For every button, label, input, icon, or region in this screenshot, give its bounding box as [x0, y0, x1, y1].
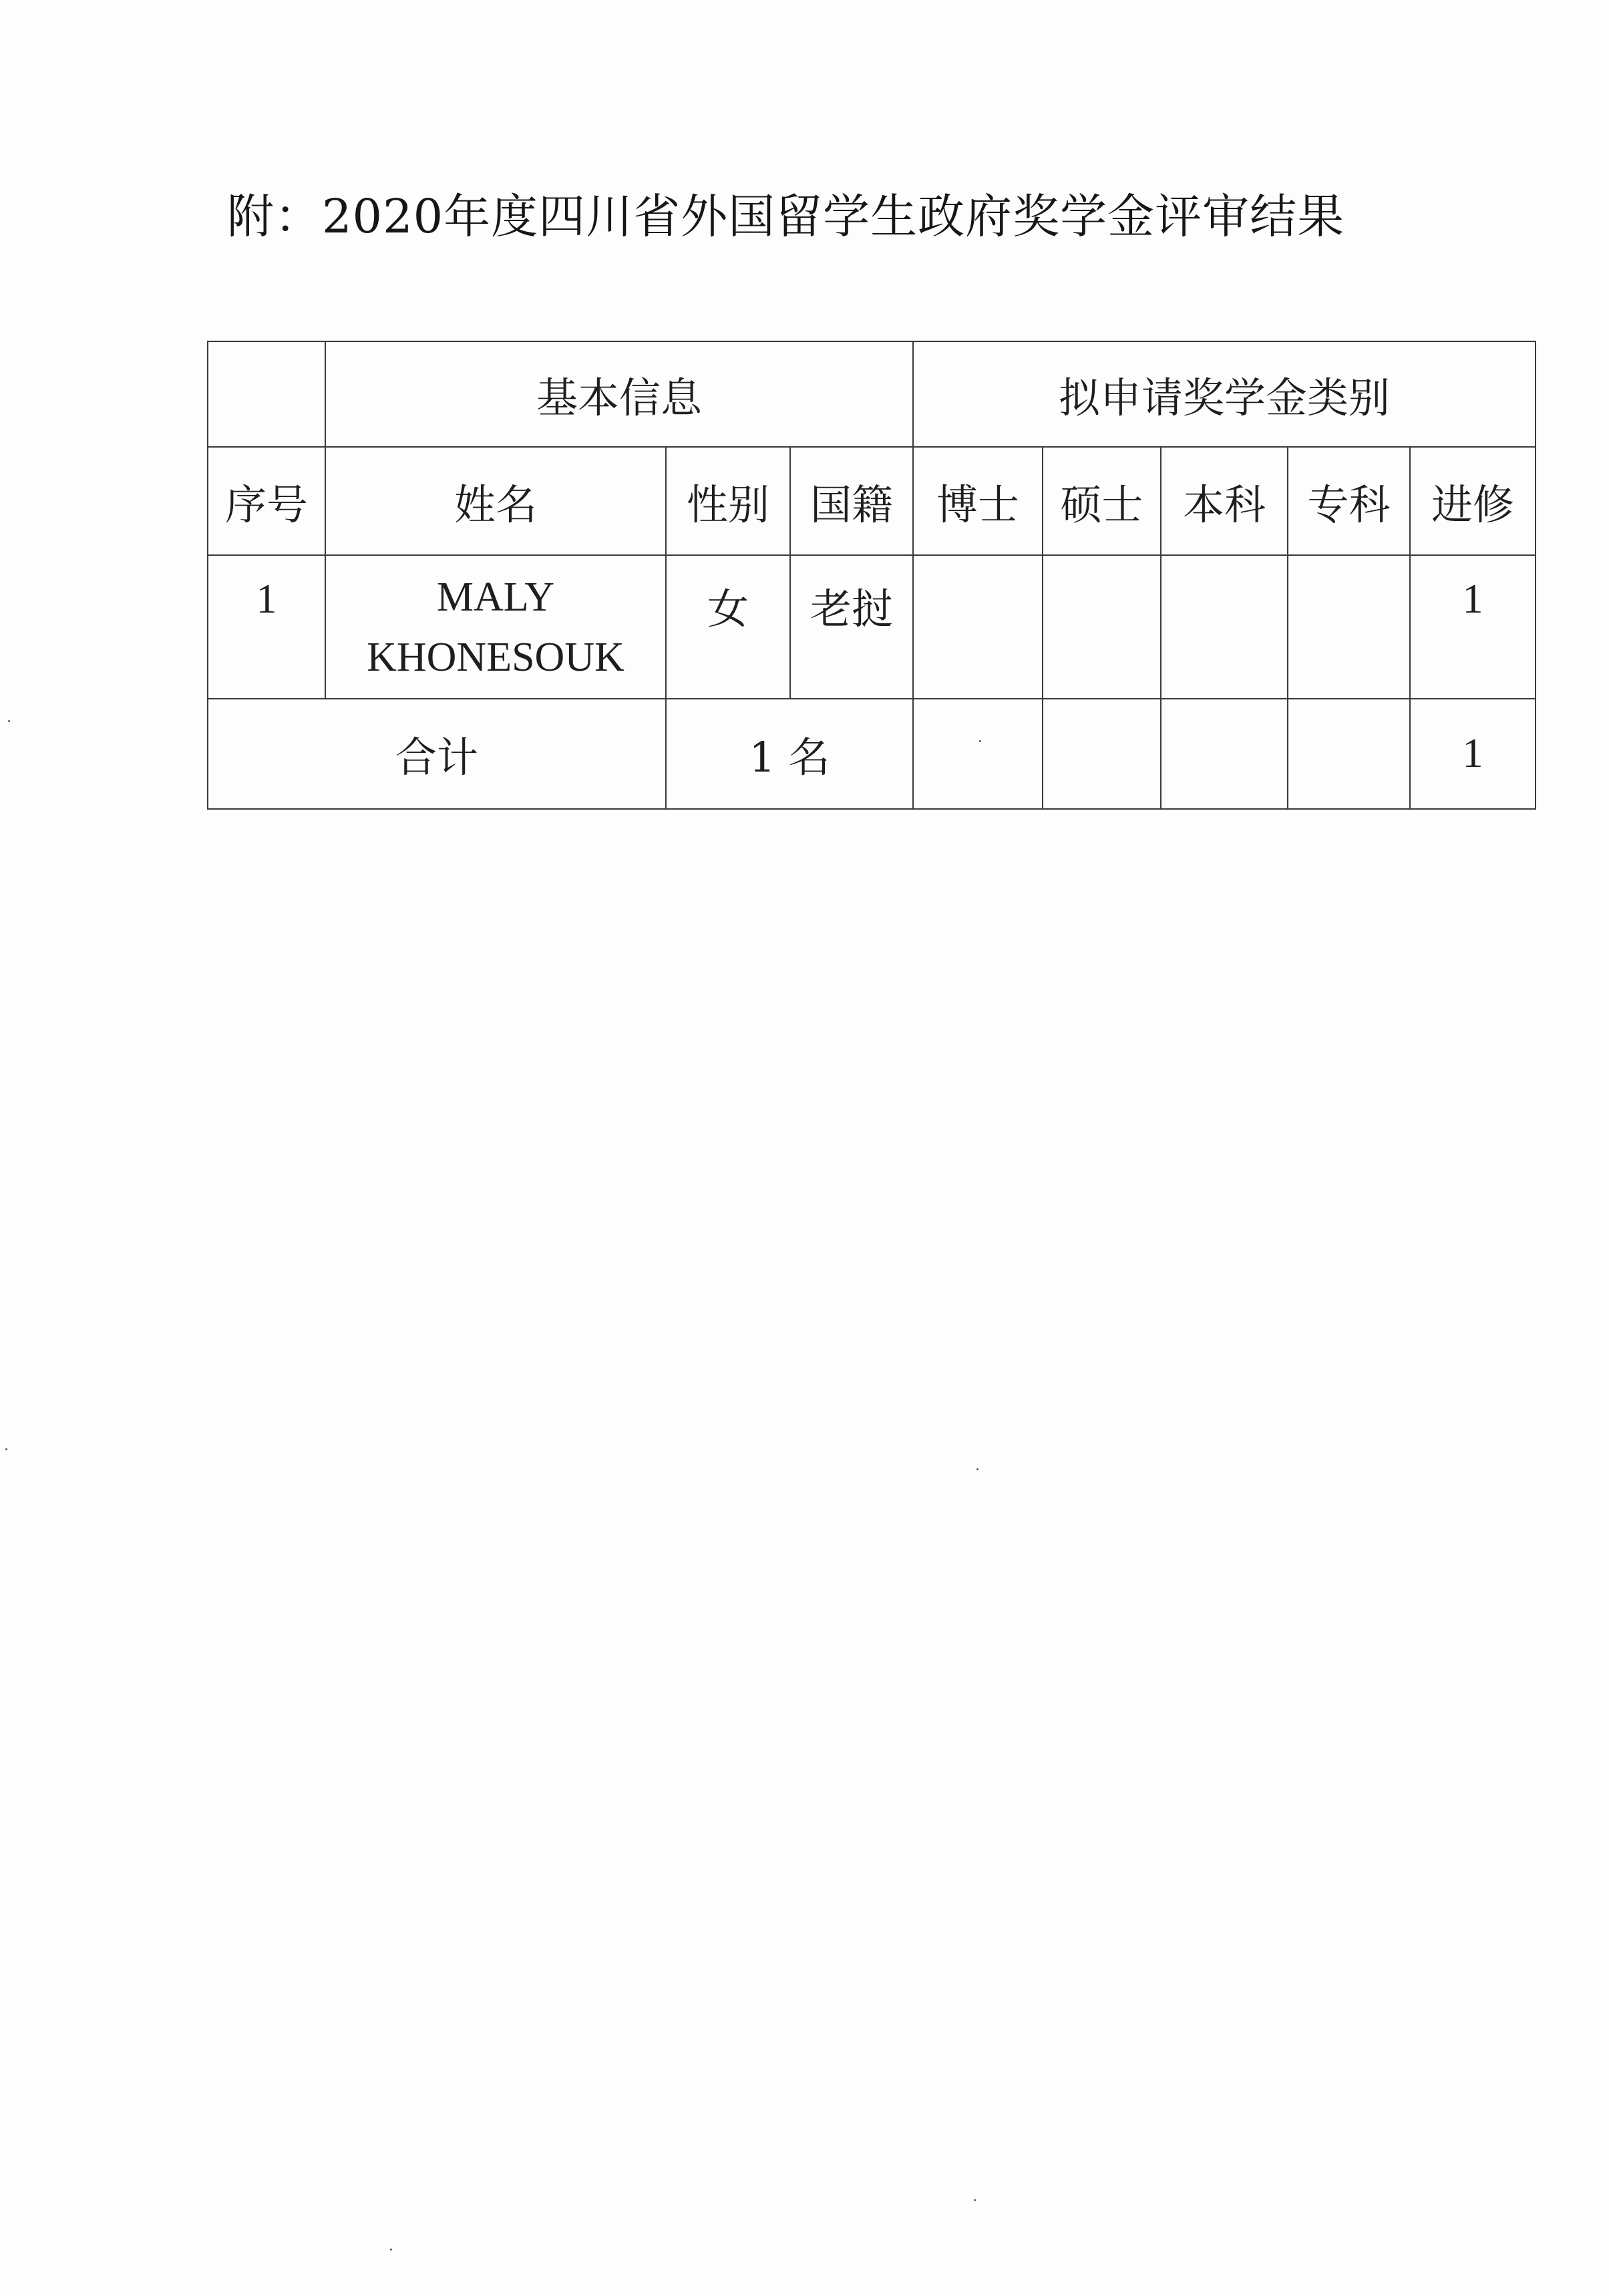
total-count: 1 名 — [666, 699, 913, 809]
scan-speck — [390, 2249, 392, 2251]
cell-junior-college — [1288, 555, 1410, 699]
scholarship-result-table — [207, 341, 1536, 810]
cell-name-line1: MALY — [436, 574, 555, 620]
cell-index: 1 — [208, 555, 325, 699]
total-bachelor — [1161, 699, 1288, 809]
total-doctor — [913, 699, 1043, 809]
column-header-advanced-study: 进修 — [1410, 447, 1536, 555]
empty-corner-cell — [208, 341, 325, 447]
column-header-row — [208, 447, 1536, 555]
cell-name — [325, 555, 666, 699]
scan-speck — [979, 740, 981, 742]
column-header-bachelor: 本科 — [1161, 447, 1288, 555]
group-header-basic-info: 基本信息 — [325, 341, 913, 447]
cell-bachelor — [1161, 555, 1288, 699]
total-junior-college — [1288, 699, 1410, 809]
group-header-row — [208, 341, 1536, 447]
cell-gender: 女 — [666, 555, 790, 699]
cell-name-line2: KHONESOUK — [367, 634, 624, 680]
column-header-doctor: 博士 — [913, 447, 1043, 555]
scan-speck — [974, 2199, 976, 2201]
column-header-junior-college: 专科 — [1288, 447, 1410, 555]
column-header-index: 序号 — [208, 447, 325, 555]
scan-speck — [5, 1448, 7, 1450]
column-header-nationality: 国籍 — [790, 447, 913, 555]
total-master — [1043, 699, 1161, 809]
cell-master — [1043, 555, 1161, 699]
total-label: 合计 — [208, 699, 666, 809]
total-advanced-study: 1 — [1410, 699, 1536, 809]
table-row — [208, 555, 1536, 699]
column-header-gender: 性别 — [666, 447, 790, 555]
total-row — [208, 699, 1536, 809]
cell-advanced-study: 1 — [1410, 555, 1536, 699]
column-header-name: 姓名 — [325, 447, 666, 555]
scan-speck — [8, 720, 10, 722]
page-title: 附：2020年度四川省外国留学生政府奖学金评审结果 — [227, 189, 1345, 244]
cell-nationality: 老挝 — [790, 555, 913, 699]
group-header-scholarship-type: 拟申请奖学金类别 — [913, 341, 1536, 447]
column-header-master: 硕士 — [1043, 447, 1161, 555]
scan-speck — [976, 1468, 978, 1470]
cell-doctor — [913, 555, 1043, 699]
